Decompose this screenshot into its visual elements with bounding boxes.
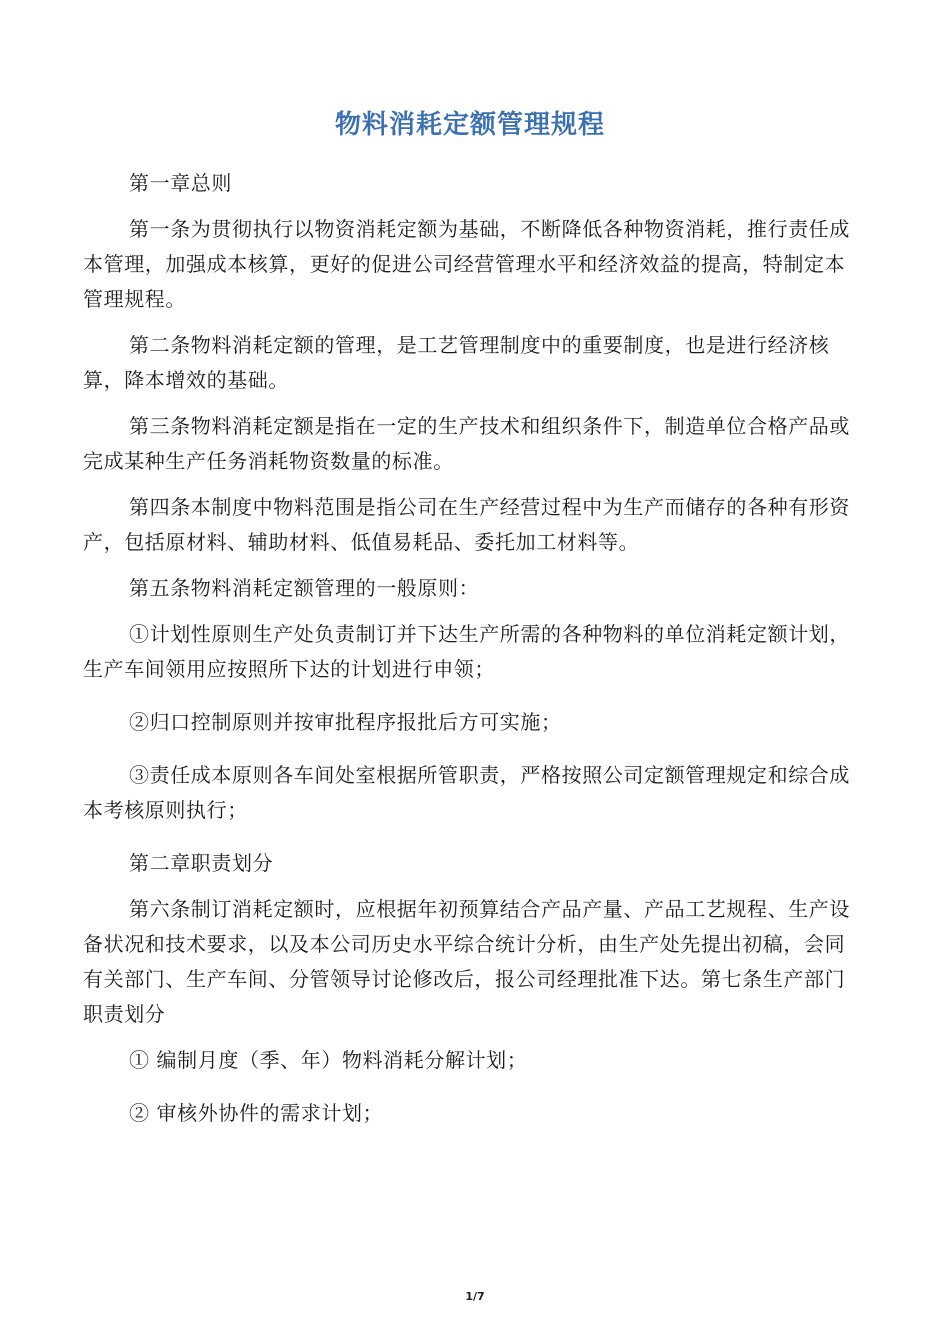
article-paragraph: 第四条本制度中物料范围是指公司在生产经营过程中为生产而储存的各种有形资产，包括原材料、辅助材料、低值易耗品、委托加工材料等。 bbox=[83, 495, 850, 554]
list-item: ①计划性原则生产处负责制订并下达生产所需的各种物料的单位消耗定额计划，生产车间领用应按照所下达的计划进行申领； bbox=[83, 622, 850, 681]
article-paragraph: 第五条物料消耗定额管理的一般原则： bbox=[129, 576, 480, 600]
document-title: 物料消耗定额管理规程 bbox=[334, 110, 605, 140]
document-body bbox=[83, 166, 853, 1149]
list-item: ③责任成本原则各车间处室根据所管职责，严格按照公司定额管理规定和综合成本考核原则执行； bbox=[83, 763, 850, 822]
list-item: ② 审核外协件的需求计划； bbox=[129, 1101, 384, 1125]
article-paragraph: 第三条物料消耗定额是指在一定的生产技术和组织条件下，制造单位合格产品或完成某种生产任务消耗物资数量的标准。 bbox=[83, 414, 850, 473]
chapter-heading: 第一章总则 bbox=[129, 171, 232, 195]
chapter-heading: 第二章职责划分 bbox=[129, 851, 274, 875]
article-paragraph: 第一条为贯彻执行以物资消耗定额为基础，不断降低各种物资消耗，推行责任成本管理，加强成本核算，更好的促进公司经营管理水平和经济效益的提高，特制定本管理规程。 bbox=[83, 217, 850, 311]
list-item: ① 编制月度（季、年）物料消耗分解计划； bbox=[129, 1048, 528, 1072]
list-item: ②归口控制原则并按审批程序报批后方可实施； bbox=[129, 710, 562, 734]
article-paragraph: 第六条制订消耗定额时，应根据年初预算结合产品产量、产品工艺规程、生产设备状况和技术要求，以及本公司历史水平综合统计分析，由生产处先提出初稿，会同有关部门、生产车间、分管领导讨论修改后，报公司经理批准下达。第七条生产部门职责划分 bbox=[83, 897, 850, 1026]
article-paragraph: 第二条物料消耗定额的管理，是工艺管理制度中的重要制度，也是进行经济核算，降本增效的基础。 bbox=[83, 333, 830, 392]
page-number: 1/7 bbox=[465, 1290, 485, 1303]
